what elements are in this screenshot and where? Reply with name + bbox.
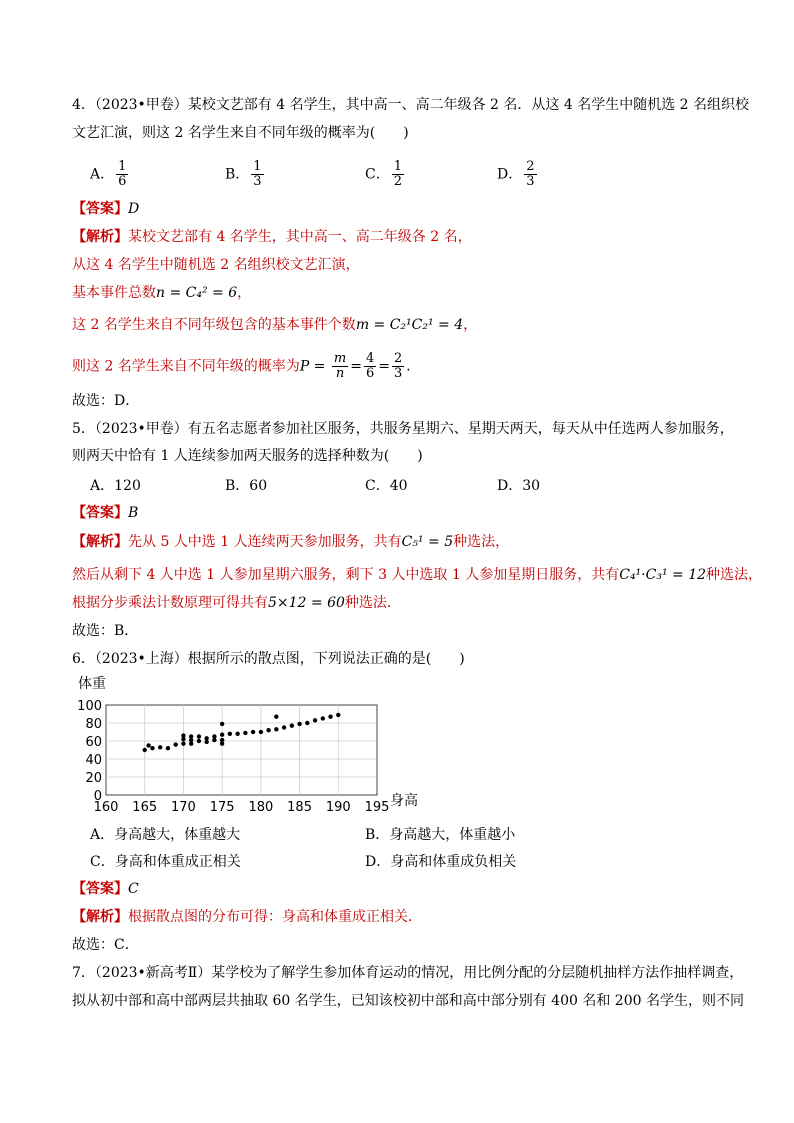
option-label: C． — [365, 478, 390, 494]
q4-stem-line2: 文艺汇演，则这 2 名学生来自不同年级的概率为( ) — [72, 125, 409, 141]
fraction — [251, 160, 263, 189]
scatter-point — [282, 725, 286, 729]
y-tick-label: 60 — [85, 735, 102, 750]
option-label: D． — [497, 478, 523, 494]
answer-tag: 【答案】 — [72, 505, 128, 521]
answer-tag: 【答案】 — [72, 881, 128, 897]
option-label: D． — [365, 854, 391, 870]
x-tick-label: 195 — [364, 800, 390, 812]
denominator: 3 — [526, 174, 535, 189]
y-tick-label: 0 — [93, 789, 102, 804]
numerator: 2 — [393, 351, 403, 366]
option-value: 30 — [522, 478, 541, 494]
formula: C₅¹ = 5 — [401, 534, 454, 550]
q4-solution-line3 — [72, 284, 251, 302]
q4-option-a — [90, 160, 130, 189]
option-label: B． — [225, 478, 250, 494]
denominator: 2 — [393, 174, 402, 189]
scatter-point — [259, 730, 263, 734]
q5-solution-line3 — [72, 594, 401, 612]
q7-stem-line1: 7．（2023•新高考Ⅱ）某学校为了解学生参加体育运动的情况，用比例分配的分层随机抽样方法作抽样调查， — [72, 965, 744, 981]
q5-solution-line2 — [72, 566, 762, 584]
data-points — [143, 713, 341, 753]
scatter-point — [220, 738, 224, 742]
answer-value: B — [128, 505, 139, 521]
denominator: 3 — [393, 366, 403, 381]
numerator: m — [333, 351, 347, 366]
solution-tag: 【解析】 — [72, 534, 128, 550]
q6-option-c — [90, 853, 241, 871]
scatter-point — [251, 730, 255, 734]
option-label: B． — [225, 166, 250, 183]
fraction — [116, 160, 128, 189]
solution-text: 这 2 名学生来自不同年级包含的基本事件个数 — [72, 317, 356, 333]
q4-solution-line1 — [72, 228, 472, 246]
x-tick-label: 160 — [93, 800, 119, 812]
y-axis-label: 体重 — [78, 676, 106, 692]
q5-option-b — [225, 477, 267, 495]
option-label: A． — [90, 166, 115, 183]
denominator: 3 — [253, 174, 262, 189]
q6-option-d — [365, 853, 516, 871]
scatter-point — [266, 728, 270, 732]
option-label: C． — [90, 854, 115, 870]
scatter-point — [204, 736, 208, 740]
scatter-point — [313, 718, 317, 722]
scatter-point — [212, 734, 216, 738]
scatter-point — [181, 742, 185, 746]
option-label: A． — [90, 478, 115, 494]
scatter-point — [181, 733, 185, 737]
option-value: 60 — [249, 478, 268, 494]
formula: P = — [299, 358, 326, 375]
solution-tag: 【解析】 — [72, 229, 128, 245]
q4-solution-line4 — [72, 316, 477, 334]
q5-choose: 故选：B． — [72, 623, 139, 639]
scatter-point — [328, 715, 332, 719]
x-tick-label: 175 — [209, 800, 235, 812]
numerator: 4 — [365, 351, 375, 366]
y-tick-label: 100 — [77, 699, 102, 714]
q4-solution-line2: 从这 4 名学生中随机选 2 名组织校文艺汇演， — [72, 257, 360, 273]
q4-option-c — [365, 160, 406, 189]
y-tick-label: 80 — [85, 717, 102, 732]
x-axis-label: 身高 — [390, 793, 418, 809]
solution-text: 基本事件总数 — [72, 285, 156, 301]
q5-option-c — [365, 477, 408, 495]
scatter-point — [235, 732, 239, 736]
answer-value: D — [128, 201, 140, 217]
scatter-point — [228, 732, 232, 736]
option-value: 120 — [114, 478, 141, 494]
scatter-point — [143, 748, 147, 752]
denominator: 6 — [365, 366, 375, 381]
q6-solution-line1 — [72, 908, 422, 926]
numerator: 1 — [393, 159, 402, 174]
solution-text: 则这 2 名学生来自不同年级的概率为 — [72, 358, 300, 375]
option-label: C． — [365, 166, 390, 183]
q5-option-d — [497, 477, 540, 495]
punct: ， — [463, 317, 478, 333]
scatter-point — [274, 727, 278, 731]
q4-choose: 故选：D． — [72, 393, 140, 409]
formula: n = C₄² = 6 — [156, 285, 238, 301]
option-label: D． — [497, 166, 523, 183]
fraction — [392, 160, 404, 189]
scatter-point — [197, 734, 201, 738]
q4-option-d — [497, 160, 539, 189]
scatter-point — [189, 734, 193, 738]
scatter-point — [150, 746, 154, 750]
numerator: 2 — [526, 159, 535, 174]
scatter-point — [197, 739, 201, 743]
q7-stem-line2: 拟从初中部和高中部两层共抽取 60 名学生，已知该校初中部和高中部分别有 400 名和 200 名学生，则不同 — [72, 993, 744, 1009]
option-label: B． — [365, 827, 390, 843]
solution-text: 种选法， — [453, 534, 510, 550]
punct: ， — [237, 285, 252, 301]
scatter-point — [158, 745, 162, 749]
numerator: 1 — [118, 159, 127, 174]
scatter-point — [173, 742, 177, 746]
q4-option-b — [225, 160, 266, 189]
fraction — [524, 160, 536, 189]
solution-text: 根据散点图的分布可得：身高和体重成正相关． — [128, 909, 422, 925]
solution-tag: 【解析】 — [72, 909, 128, 925]
x-tick-label: 185 — [287, 800, 312, 812]
x-tick-label: 190 — [325, 800, 351, 812]
option-value: 40 — [389, 478, 408, 494]
q4-stem-line1: 4．（2023•甲卷）某校文艺部有 4 名学生，其中高一、高二年级各 2 名．从这 4 名学生中随机选 2 名组织校 — [72, 97, 750, 113]
solution-text: 种选法， — [706, 567, 763, 583]
solution-text: 根据分步乘法计数原理可得共有 — [72, 595, 268, 611]
x-tick-label: 180 — [248, 800, 274, 812]
scatter-point — [220, 722, 224, 726]
q5-solution-line1 — [72, 533, 509, 551]
q6-stem-line1: 6．（2023•上海）根据所示的散点图，下列说法正确的是( ) — [72, 651, 465, 667]
scatter-point — [321, 716, 325, 720]
solution-text: 某校文艺部有 4 名学生，其中高一、高二年级各 2 名， — [128, 229, 472, 245]
q5-stem-line2: 则两天中恰有 1 人连续参加两天服务的选择种数为( ) — [72, 448, 423, 464]
x-tick-label: 165 — [132, 800, 158, 812]
solution-text: 种选法． — [344, 595, 401, 611]
y-tick-label: 20 — [85, 771, 102, 786]
q4-solution-line5: 则这 2 名学生来自不同年级的概率为P = $\frac{m}{n}$ = $\frac{4}{6}$ = $\frac{2}{3}$ ． — [72, 351, 421, 381]
q5-stem-line1: 5．（2023•甲卷）有五名志愿者参加社区服务，共服务星期六、星期天两天，每天从中任选两人参加服务， — [72, 421, 734, 437]
scatter-plot-svg — [60, 672, 440, 812]
formula: 5×12 = 60 — [268, 595, 345, 611]
scatter-point — [243, 731, 247, 735]
scatter-point — [290, 724, 294, 728]
option-value: 身高越大，体重越大 — [114, 827, 241, 843]
option-value: 身高和体重成负相关 — [390, 854, 517, 870]
q6-option-a — [90, 826, 240, 844]
q5-answer — [72, 504, 138, 522]
q6-choose: 故选：C． — [72, 937, 139, 953]
option-value: 身高和体重成正相关 — [114, 854, 241, 870]
denominator: n — [335, 366, 345, 381]
q6-answer — [72, 880, 139, 898]
answer-tag: 【答案】 — [72, 201, 128, 217]
option-label: A． — [90, 827, 115, 843]
formula: C₄¹·C₃¹ = 12 — [619, 567, 707, 583]
scatter-point — [220, 733, 224, 737]
fraction-4-6 — [364, 352, 376, 381]
scatter-point — [297, 722, 301, 726]
x-tick-label: 170 — [171, 800, 196, 812]
scatter-point — [336, 713, 340, 717]
numerator: 1 — [253, 159, 262, 174]
y-tick-label: 40 — [85, 753, 102, 768]
scatter-point — [146, 743, 150, 747]
scatter-point — [166, 746, 170, 750]
fraction-m-n — [332, 352, 348, 381]
scatter-chart — [60, 672, 440, 812]
answer-value: C — [128, 881, 139, 897]
formula: m = C₂¹C₂¹ = 4 — [355, 317, 464, 333]
scatter-point — [305, 721, 309, 725]
solution-text: 先从 5 人中选 1 人连续两天参加服务，共有 — [128, 534, 402, 550]
q5-option-a — [90, 477, 141, 495]
punct: ． — [406, 358, 421, 375]
scatter-point — [274, 715, 278, 719]
denominator: 6 — [118, 174, 127, 189]
q4-answer — [72, 200, 139, 218]
solution-text: 然后从剩下 4 人中选 1 人参加星期六服务，剩下 3 人中选取 1 人参加星期日服务，共有 — [72, 567, 620, 583]
q6-option-b — [365, 826, 515, 844]
fraction-2-3 — [392, 352, 404, 381]
option-value: 身高越大，体重越小 — [389, 827, 516, 843]
